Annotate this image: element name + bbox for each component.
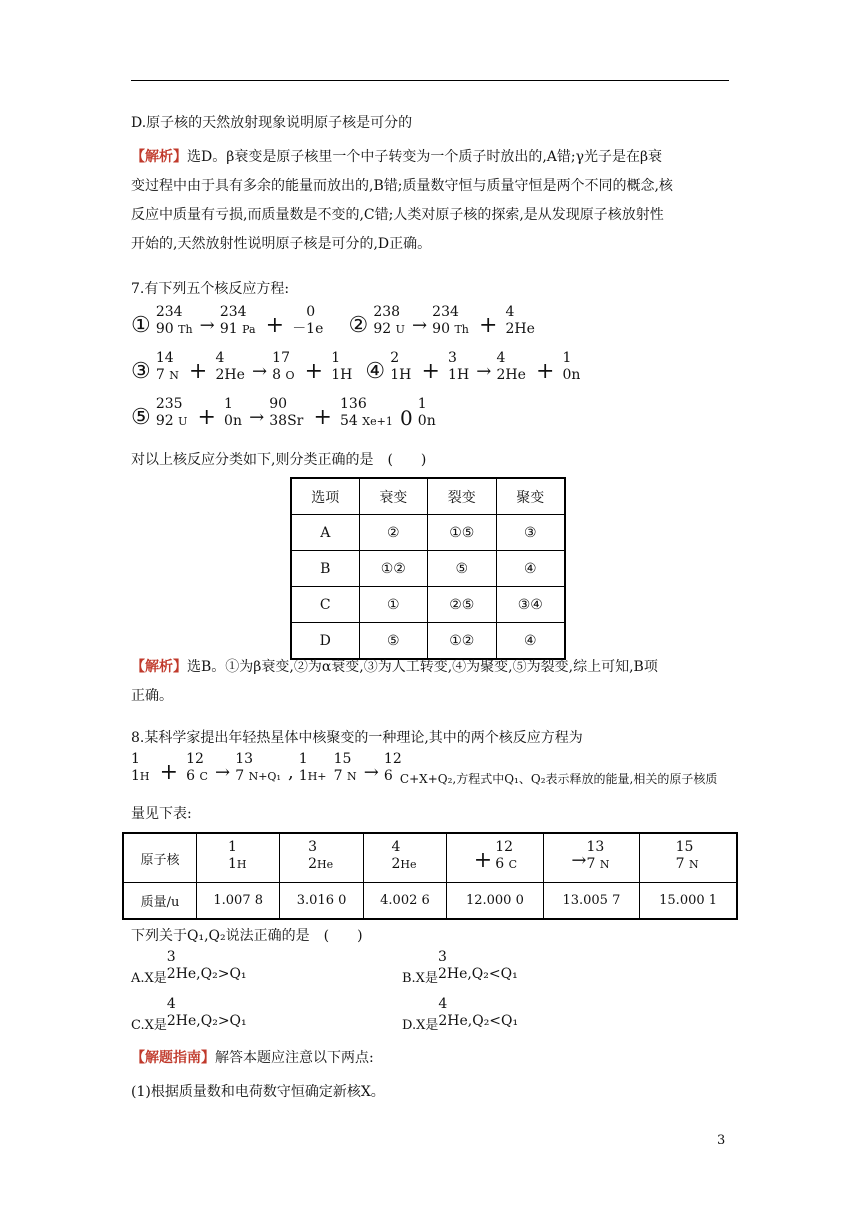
eq-number-5: ⑤ (131, 405, 151, 430)
eq-number-2: ② (348, 313, 369, 338)
table-row: 质量/u 1.007 8 3.016 0 4.002 6 12.000 0 13.005 7 15.000 1 (123, 883, 737, 920)
eq-number-3: ③ (131, 359, 151, 384)
nuclide: 3 1H (448, 350, 470, 383)
mass-table (122, 832, 738, 920)
analysis-paragraph-1 (131, 143, 729, 259)
nuclide: 13 7 N+Q₁ (235, 751, 281, 784)
table-row: C ① ②⑤ ③④ (291, 587, 565, 623)
nuclide: 14 7 N (155, 350, 179, 383)
option-c[interactable]: C.X是 4 2He,Q₂>Q₁ (131, 996, 247, 1033)
analysis-tag: 【解析】 (131, 149, 187, 165)
eq-number-4: ④ (365, 359, 386, 384)
guide-line: 【解题指南】解答本题应注意以下两点: (131, 1050, 374, 1066)
arrow: → (411, 315, 428, 336)
question-8: 8.某科学家提出年轻热星体中核聚变的一种理论,其中的两个核反应方程为 (131, 730, 583, 746)
table-header-cell: 聚变 (496, 478, 565, 515)
table-row: D ⑤ ①② ④ (291, 623, 565, 660)
comma: , (287, 762, 294, 783)
question-8-equations (131, 752, 717, 792)
nuclide: 234 90 Th (155, 304, 193, 337)
header-rule (131, 80, 729, 81)
classification-table (290, 477, 566, 660)
question-7-classify: 对以上核反应分类如下,则分类正确的是 ( ) (131, 452, 427, 468)
arrow: → (251, 361, 268, 382)
point-1: (1)根据质量数和电荷数守恒确定新核X。 (131, 1084, 385, 1100)
analysis-line: 变过程中由于具有多余的能量而放出的,B错;质量数守恒与质量守恒是两个不同的概念,核 (131, 178, 673, 194)
equation-row-3 (131, 397, 438, 437)
analysis-line: 开始的,天然放射性说明原子核是可分的,D正确。 (131, 236, 432, 252)
nuclide: 17 8 O (272, 350, 295, 383)
option-d-text: D.原子核的天然放射现象说明原子核是可分的 (131, 115, 413, 131)
table-row: B ①② ⑤ ④ (291, 551, 565, 587)
question-8-line3: 量见下表: (131, 806, 192, 822)
nuclide: 136 54 Xe+1 (340, 396, 393, 429)
option-d[interactable]: D.X是 4 2He,Q₂<Q₁ (402, 996, 519, 1033)
nuclide: 1 1H (331, 350, 353, 383)
table-header-row (291, 478, 565, 515)
plus: + (159, 760, 179, 785)
table-row: A ② ①⑤ ③ (291, 515, 565, 551)
nuclide: 12 6 (383, 751, 402, 784)
plus: + (535, 359, 555, 384)
analysis-line: 反应中质量有亏损,而质量数是不变的,C错;人类对原子核的探索,是从发现原子核放射性 (131, 207, 664, 223)
table-row: 原子核 1 1H 3 2He 4 2He + 12 6 C → 13 7 N 15 7 N (123, 833, 737, 883)
plus: + (478, 313, 498, 338)
plus: + (188, 359, 208, 384)
table-header-cell: 选项 (291, 478, 359, 515)
analysis-line: 选D。β衰变是原子核里一个中子转变为一个质子时放出的,A错;γ光子是在β衰 (187, 149, 663, 165)
plus: + (313, 405, 332, 430)
guide-tag: 【解题指南】 (131, 1050, 215, 1066)
plus: + (304, 359, 324, 384)
question-8-text: C+X+Q₂,方程式中Q₁、Q₂表示释放的能量,相关的原子核质 (399, 772, 718, 786)
nuclide: 4 2He (215, 350, 245, 383)
nuclide: 15 7 N (333, 751, 357, 784)
nuclide: 1 1H (131, 751, 150, 784)
equation-row-2 (131, 351, 582, 391)
nuclide: 234 90 Th (432, 304, 469, 337)
table-header-cell: 裂变 (428, 478, 496, 515)
equation-row-1 (131, 305, 537, 345)
nuclide: 12 6 C (186, 751, 208, 784)
plus: + (197, 405, 216, 430)
arrow: → (476, 361, 492, 382)
nuclide: 235 92 U (155, 396, 188, 429)
nuclide: 234 91 Pa (219, 304, 256, 337)
nuclide: 238 92 U (373, 304, 405, 337)
digit-zero: 0 (399, 406, 413, 430)
page-number: 3 (717, 1133, 726, 1148)
nuclide: 2 1H (390, 350, 412, 383)
nuclide: 1 0n (562, 350, 581, 383)
arrow: → (249, 407, 265, 428)
arrow: → (363, 762, 379, 783)
arrow: → (215, 762, 231, 783)
question-7: 7.有下列五个核反应方程: (131, 281, 290, 297)
nuclide: 4 2He (505, 304, 535, 337)
nuclide: 1 0n (224, 396, 242, 429)
analysis-paragraph-2: 【解析】选B。①为β衰变,②为α衰变,③为人工转变,④为聚变,⑤为裂变,综上可知,B项 正确。 (131, 659, 658, 704)
analysis-tag: 【解析】 (131, 659, 187, 675)
eq-number-1: ① (131, 313, 151, 338)
arrow: → (199, 315, 215, 336)
plus: + (421, 359, 440, 384)
option-b[interactable]: B.X是 3 2He,Q₂<Q₁ (402, 949, 518, 986)
option-a[interactable]: A.X是 3 2He,Q₂>Q₁ (131, 949, 247, 986)
nuclide: 90 38Sr (269, 396, 304, 429)
question-8-ask: 下列关于Q₁,Q₂说法正确的是 ( ) (131, 928, 363, 944)
nuclide: 1 0n (417, 396, 436, 429)
nuclide: 4 2He (496, 350, 526, 383)
nuclide: 0 －1e (292, 304, 324, 337)
plus: + (265, 313, 285, 338)
nuclide: 1 1H+ (298, 751, 327, 784)
table-header-cell: 衰变 (359, 478, 427, 515)
